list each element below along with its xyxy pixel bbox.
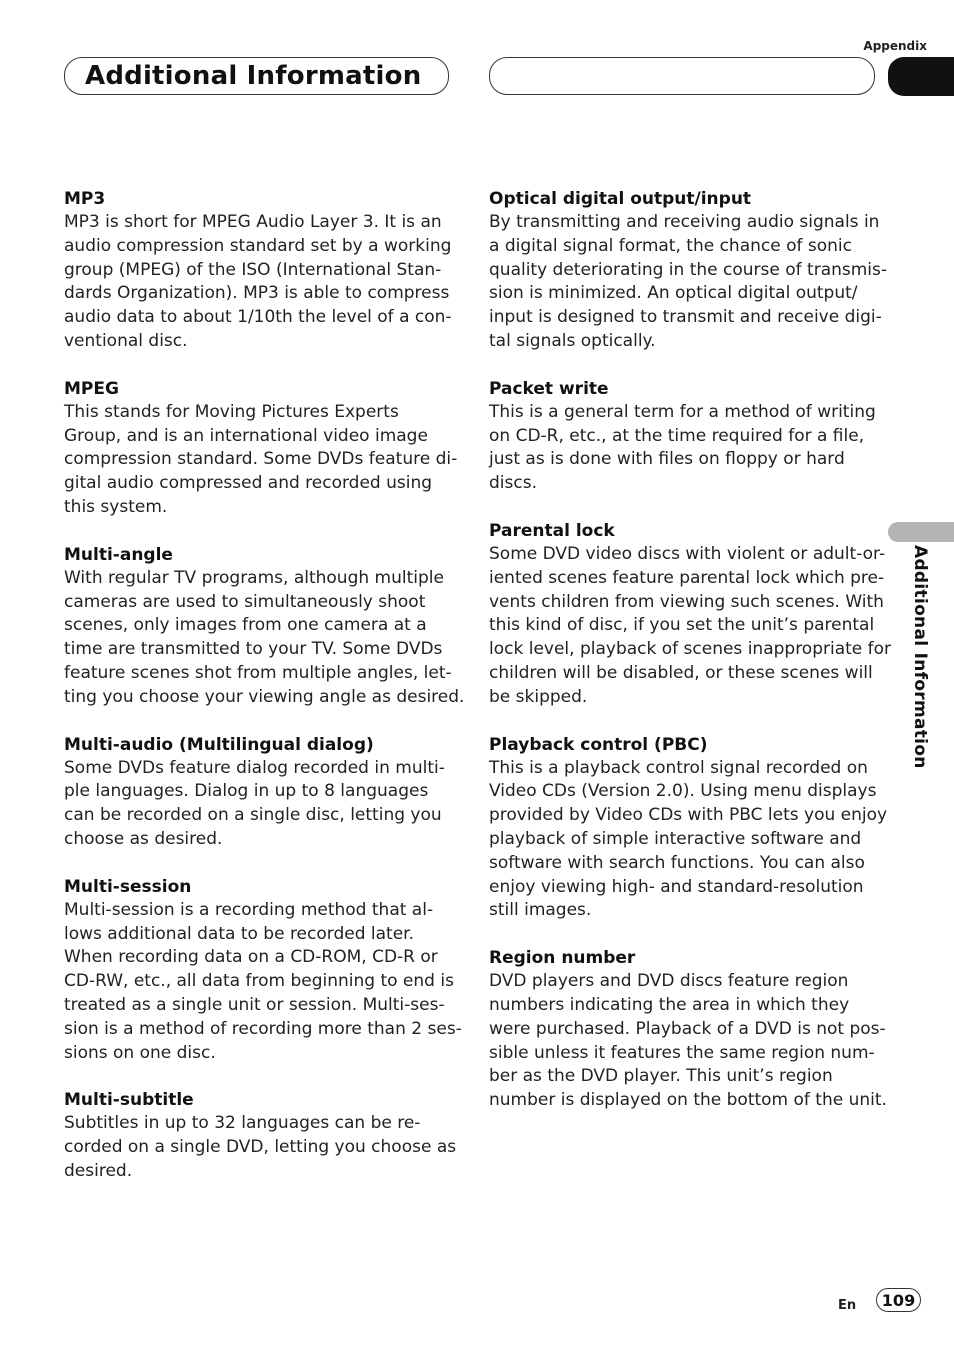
definition-line: lock level, playback of scenes inappropriate for <box>489 639 892 660</box>
glossary-term: Optical digital output/input <box>489 189 752 209</box>
glossary-definition <box>64 757 454 852</box>
definition-line: ple languages. Dialog in up to 8 languages <box>64 781 429 802</box>
glossary-definition <box>489 757 888 924</box>
definition-line: discs. <box>489 473 537 494</box>
definition-line: tal signals optically. <box>489 330 656 351</box>
glossary-entry <box>489 733 888 924</box>
glossary-definition <box>64 1112 457 1183</box>
definition-line: time are transmitted to your TV. Some DVDs <box>64 639 443 660</box>
definition-line: can be recorded on a single disc, letting you <box>64 805 442 826</box>
glossary-term: Multi-session <box>64 876 192 897</box>
definition-line: Some DVDs feature dialog recorded in multi- <box>64 757 445 778</box>
glossary-term: Multi-subtitle <box>64 1090 194 1111</box>
glossary-term: MPEG <box>64 378 119 399</box>
section-title: Additional Information <box>85 61 422 91</box>
glossary-entry <box>489 187 888 354</box>
section-title-box <box>64 57 449 95</box>
glossary-entry <box>64 187 454 354</box>
definition-line: sion is minimized. An optical digital output/ <box>489 283 858 304</box>
definition-line: This stands for Moving Pictures Experts <box>64 401 399 422</box>
definition-line: By transmitting and receiving audio signals in <box>489 212 880 232</box>
definition-line: a digital signal format, the chance of sonic <box>489 235 852 256</box>
page-number: 109 <box>876 1288 921 1312</box>
definition-line: lows additional data to be recorded later. <box>64 923 414 944</box>
glossary-definition <box>489 543 892 710</box>
glossary-definition <box>64 211 454 354</box>
left-column <box>64 187 465 1207</box>
definition-line: CD-RW, etc., all data from beginning to end is <box>64 971 454 992</box>
definition-line: ventional disc. <box>64 330 188 351</box>
glossary-term: Multi-audio (Multilingual dialog) <box>64 734 374 755</box>
definition-line: iented scenes feature parental lock which pre- <box>489 567 885 588</box>
side-tab-label: Additional Information <box>910 545 930 769</box>
definition-line: desired. <box>64 1160 133 1181</box>
definition-line: software with search functions. You can also <box>489 852 865 873</box>
definition-line: corded on a single DVD, letting you choose as <box>64 1137 457 1158</box>
definition-line: When recording data on a CD-ROM, CD-R or <box>64 947 438 968</box>
definition-line: ting you choose your viewing angle as desired. <box>64 686 465 707</box>
definition-line: numbers indicating the area in which they <box>489 994 850 1015</box>
definition-line: This is a general term for a method of writing <box>489 401 876 422</box>
definition-line: ber as the DVD player. This unit’s region <box>489 1066 833 1087</box>
definition-line: were purchased. Playback of a DVD is not pos- <box>489 1018 886 1039</box>
definition-line: Group, and is an international video image <box>64 425 428 446</box>
definition-line: feature scenes shot from multiple angles, let- <box>64 662 452 683</box>
definition-line: choose as desired. <box>64 828 223 849</box>
definition-line: gital audio compressed and recorded using <box>64 473 433 494</box>
definition-line: be skipped. <box>489 686 588 707</box>
definition-line: This is a playback control signal recorded on <box>489 757 868 778</box>
definition-line: cameras are used to simultaneously shoot <box>64 591 426 612</box>
appendix-label: Appendix <box>863 39 927 53</box>
glossary-definition <box>64 401 458 520</box>
definition-line: sible unless it features the same region num- <box>489 1042 875 1063</box>
definition-line: playback of simple interactive software and <box>489 828 862 849</box>
glossary-entry <box>64 875 462 1066</box>
definition-line: children will be disabled, or these scenes will <box>489 662 873 683</box>
definition-line: number is displayed on the bottom of the unit. <box>489 1090 887 1111</box>
definition-line: provided by Video CDs with PBC lets you enjoy <box>489 805 888 826</box>
definition-line: quality deteriorating in the course of transmis- <box>489 259 888 280</box>
header-empty-box <box>489 57 875 95</box>
definition-line: just as is done with files on floppy or hard <box>489 449 845 470</box>
definition-line: this system. <box>64 496 168 517</box>
right-column <box>489 187 892 1136</box>
glossary-entry <box>489 946 887 1113</box>
definition-line: still images. <box>489 900 592 921</box>
glossary-entry <box>64 733 454 852</box>
definition-line: MP3 is short for MPEG Audio Layer 3. It is an <box>64 212 442 232</box>
definition-line: compression standard. Some DVDs feature di- <box>64 449 458 470</box>
header-black-tab <box>888 57 954 96</box>
definition-line: Video CDs (Version 2.0). Using menu displays <box>489 781 877 802</box>
definition-line: audio data to about 1/10th the level of a con- <box>64 307 452 328</box>
glossary-term: Region number <box>489 948 636 969</box>
definition-line: dards Organization). MP3 is able to compress <box>64 283 450 304</box>
glossary-term: Multi-angle <box>64 544 173 565</box>
glossary-term: Packet write <box>489 378 609 399</box>
definition-line: With regular TV programs, although multiple <box>64 567 444 588</box>
definition-line: sions on one disc. <box>64 1042 216 1063</box>
definition-line: vents children from viewing such scenes. With <box>489 591 884 612</box>
definition-line: Some DVD video discs with violent or adult-or- <box>489 543 886 564</box>
definition-line: on CD-R, etc., at the time required for a file, <box>489 425 865 446</box>
definition-line: this kind of disc, if you set the unit’s parental <box>489 615 875 636</box>
definition-line: DVD players and DVD discs feature region <box>489 971 849 992</box>
glossary-definition <box>64 899 462 1066</box>
glossary-entry <box>489 377 879 496</box>
definition-line: enjoy viewing high- and standard-resolution <box>489 876 864 897</box>
glossary-entry <box>489 519 892 710</box>
language-label: En <box>838 1298 857 1313</box>
definition-line: treated as a single unit or session. Multi-ses- <box>64 994 445 1015</box>
glossary-entry <box>64 377 458 520</box>
definition-line: group (MPEG) of the ISO (International Stan- <box>64 259 442 280</box>
glossary-term: Parental lock <box>489 520 615 541</box>
glossary-term: MP3 <box>64 189 106 209</box>
glossary-entry <box>64 543 465 710</box>
definition-line: Subtitles in up to 32 languages can be re- <box>64 1113 421 1134</box>
definition-line: audio compression standard set by a working <box>64 235 452 256</box>
glossary-definition <box>489 970 887 1113</box>
glossary-term: Playback control (PBC) <box>489 734 708 755</box>
glossary-entry <box>64 1088 457 1183</box>
definition-line: input is designed to transmit and receive digi- <box>489 307 882 328</box>
definition-line: scenes, only images from one camera at a <box>64 615 427 636</box>
definition-line: Multi-session is a recording method that al- <box>64 899 434 920</box>
definition-line: sion is a method of recording more than 2 ses- <box>64 1018 462 1039</box>
glossary-definition <box>489 401 879 496</box>
side-gray-tab <box>888 522 954 542</box>
glossary-definition <box>64 567 465 710</box>
glossary-definition <box>489 211 888 354</box>
